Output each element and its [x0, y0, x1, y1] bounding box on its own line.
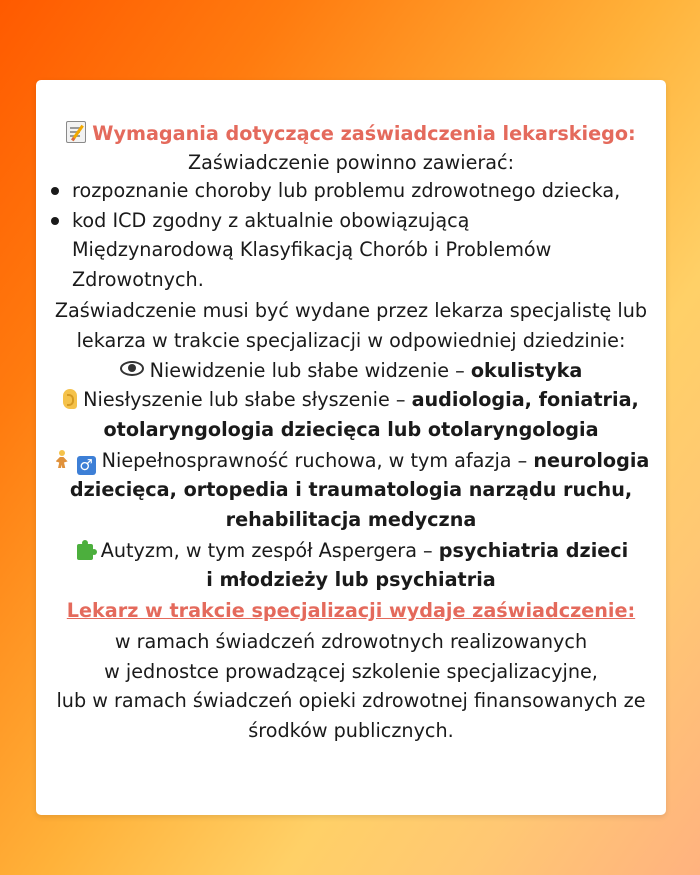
- condition-hearing: Niesłyszenie lub słabe słyszenie – audiologia, foniatria,: [36, 385, 666, 415]
- intro-text: Zaświadczenie powinno zawierać:: [187, 151, 515, 174]
- person-icon: [53, 450, 71, 470]
- puzzle-icon: [77, 544, 93, 560]
- page-title: Wymagania dotyczące zaświadczenia lekarskiego:: [36, 119, 666, 149]
- closing-text: lub w ramach świadczeń opieki zdrowotnej finansowanych ze: [56, 689, 646, 712]
- bullet-icon: [51, 217, 59, 225]
- list-item: kod ICD zgodny z aktualnie obowiązującą Międzynarodową Klasyfikacją Chorób i Problemów Zdrowotnych.: [36, 206, 666, 295]
- issuer-text: Zaświadczenie musi być wydane przez lekarza specjalistę lub: [54, 299, 648, 322]
- male-icon: ♂: [77, 456, 96, 475]
- condition-mobility: ♂ Niepełnosprawność ruchowa, w tym afazja – neurologia: [36, 446, 666, 476]
- requirements-list: [36, 176, 666, 294]
- issuer-text: lekarza w trakcie specjalizacji w odpowiedniej dziedzinie:: [76, 329, 626, 352]
- info-card: [36, 80, 666, 815]
- condition-mobility-specialty: dziecięca, ortopedia i traumatologia narządu ruchu,: [69, 478, 633, 501]
- ear-icon: [63, 389, 77, 409]
- closing-text: w jednostce prowadzącej szkolenie specjalizacyjne,: [104, 660, 598, 683]
- closing-text: środków publicznych.: [248, 719, 454, 742]
- eye-icon: [120, 361, 144, 376]
- bullet-icon: [51, 187, 59, 195]
- memo-icon: [66, 121, 86, 143]
- closing-text: w ramach świadczeń zdrowotnych realizowanych: [114, 630, 588, 653]
- list-item: rozpoznanie choroby lub problemu zdrowotnego dziecka,: [36, 176, 666, 206]
- section-subheading: Lekarz w trakcie specjalizacji wydaje zaświadczenie:: [66, 599, 636, 622]
- condition-hearing-specialty: otolaryngologia dziecięca lub otolaryngologia: [103, 418, 599, 441]
- condition-vision: Niewidzenie lub słabe widzenie – okulistyka: [36, 356, 666, 386]
- condition-mobility-specialty: rehabilitacja medyczna: [225, 508, 477, 531]
- condition-autism-specialty: i młodzieży lub psychiatria: [206, 568, 496, 591]
- condition-autism: Autyzm, w tym zespół Aspergera – psychiatria dzieci: [36, 536, 666, 566]
